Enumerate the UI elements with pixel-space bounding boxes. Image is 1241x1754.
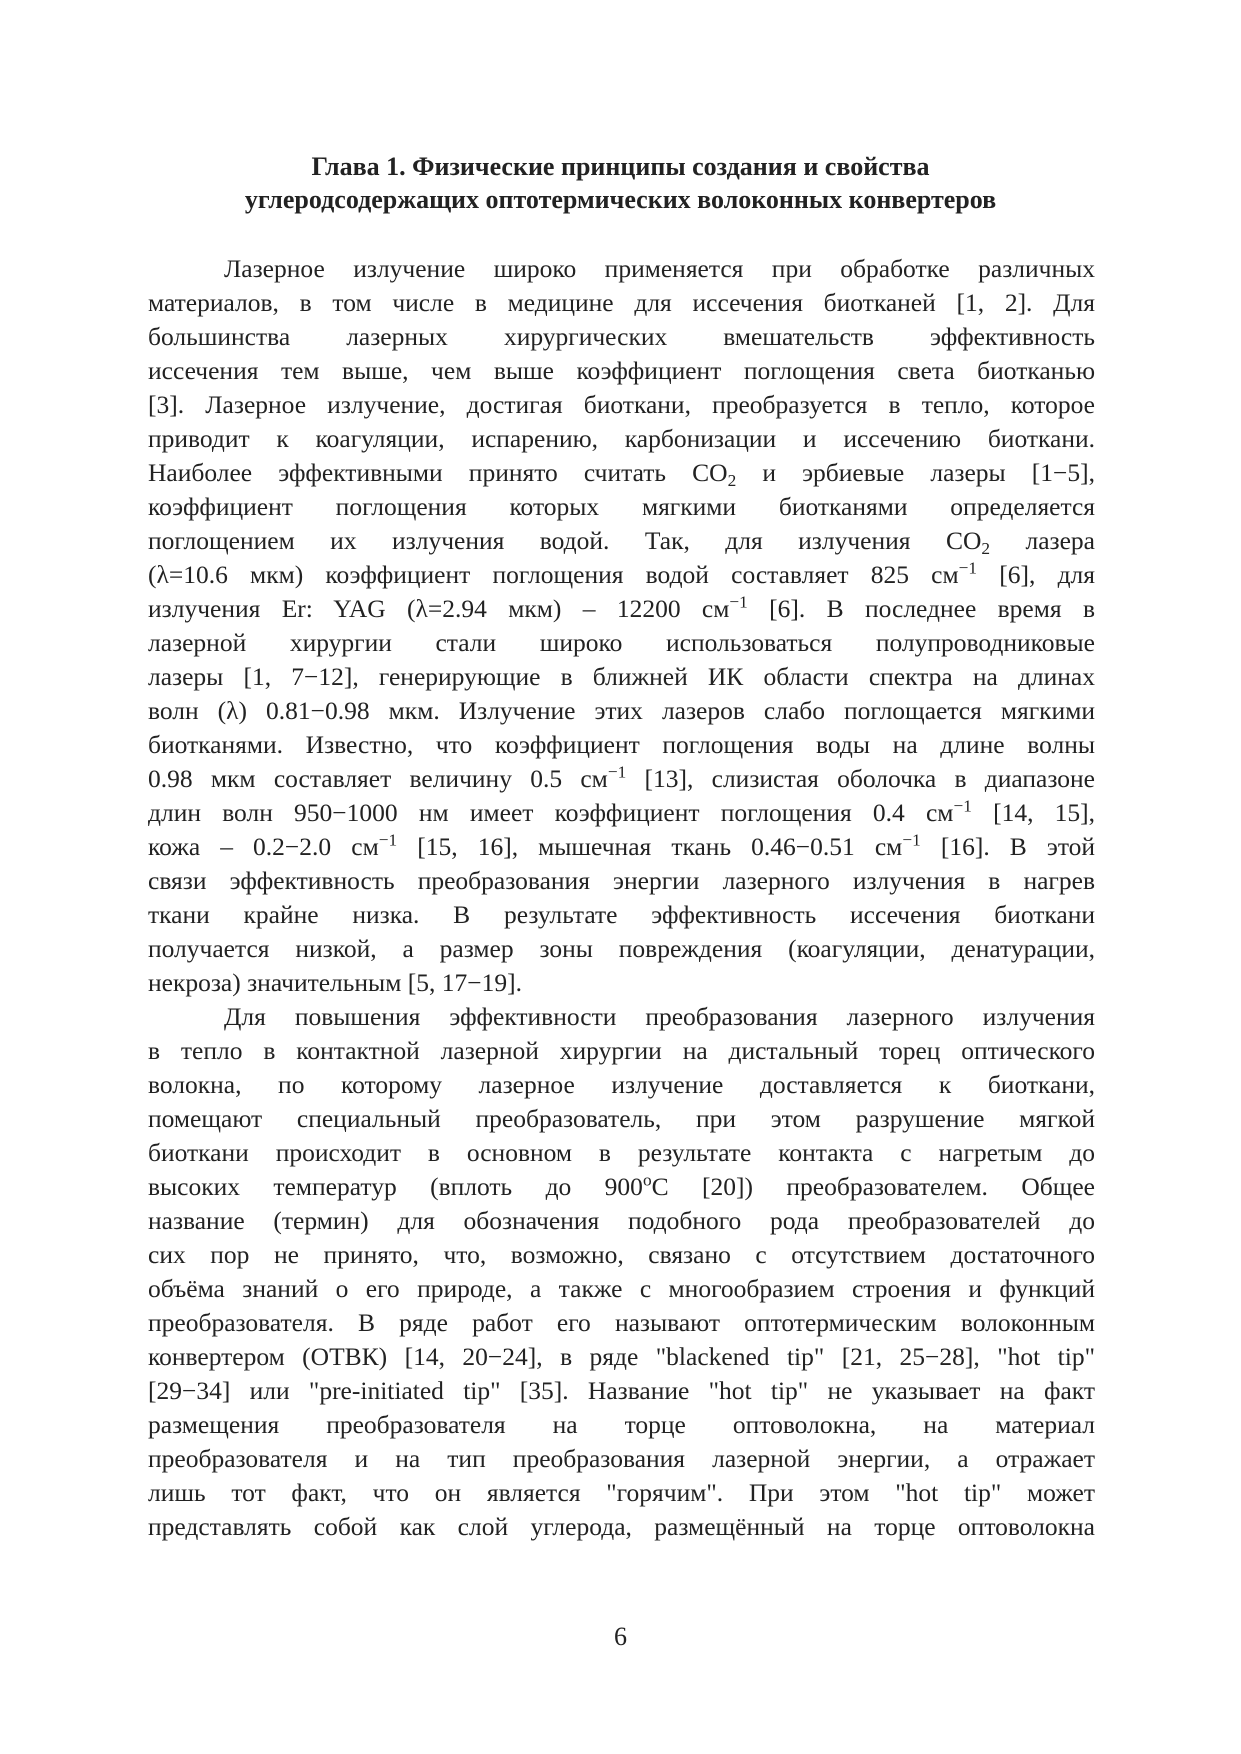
page-number: 6	[614, 1622, 627, 1651]
text-line: лишь тот факт, что он является "горячим". При этом "hot tip" может	[148, 1478, 1095, 1507]
text-line: лазеры [1, 7−12], генерирующие в ближней ИК области спектра на длинах	[148, 662, 1095, 691]
text-line: поглощением их излучения водой. Так, для излучения $CO_2$ лазера	[148, 526, 1095, 559]
text-line: лазерной хирургии стали широко использоваться полупроводниковые	[148, 628, 1095, 657]
text-line: кожа – 0.2−2.0 $см^{-1}$ [15, 16], мышечная ткань 0.46−0.51 $см^{-1}$ [16]. В этой	[148, 830, 1096, 861]
text-line: сих пор не принято, что, возможно, связано с отсутствием достаточного	[148, 1240, 1095, 1269]
text-line: волокна, по которому лазерное излучение доставляется к биоткани,	[148, 1070, 1095, 1099]
superscript: −1	[953, 796, 972, 816]
text-line: объёма знаний о его природе, а также с многообразием строения и функций	[148, 1274, 1095, 1303]
text-line: получается низкой, а размер зоны повреждения (коагуляции, денатурации,	[148, 934, 1095, 963]
subscript: 2	[981, 539, 991, 559]
text-line: представлять собой как слой углерода, размещённый на торце оптоволокна	[148, 1512, 1095, 1541]
text-line: [3]. Лазерное излучение, достигая биоткани, преобразуется в тепло, которое	[148, 390, 1095, 419]
text-line: размещения преобразователя на торце оптоволокна, на материал	[148, 1410, 1095, 1439]
text-line: преобразователя. В ряде работ его называют оптотермическим волоконным	[148, 1308, 1095, 1337]
superscript: −1	[378, 830, 398, 850]
text-line: [29−34] или "pre-initiated tip" [35]. Название "hot tip" не указывает на факт	[148, 1376, 1095, 1405]
superscript: −1	[902, 830, 921, 850]
text-line: большинства лазерных хирургических вмешательств эффективность	[148, 322, 1095, 351]
text-line: (λ=10.6 мкм) коэффициент поглощения водой составляет 825 $см^{-1}$ [6], для	[148, 558, 1095, 589]
text-line: излучения Er: YAG (λ=2.94 мкм) – 12200 $см^{-1}$ [6]. В последнее время в	[148, 592, 1095, 623]
superscript: о	[642, 1170, 652, 1190]
text-line: 0.98 мкм составляет величину 0.5 $см^{-1}$ [13], слизистая оболочка в диапазоне	[148, 762, 1096, 793]
paragraph	[148, 252, 1095, 1000]
chapter-title-line-2: углеродсодержащих оптотермических волоконных конвертеров	[244, 185, 997, 214]
text-line: связи эффективность преобразования энергии лазерного излучения в нагрев	[148, 866, 1095, 895]
text-line: Для повышения эффективности преобразования лазерного излучения	[224, 1002, 1095, 1031]
text-line: название (термин) для обозначения подобного рода преобразователей до	[148, 1206, 1095, 1235]
text-line: волн (λ) 0.81−0.98 мкм. Излучение этих лазеров слабо поглощается мягкими	[148, 696, 1095, 725]
text-line: Наиболее эффективными принято считать $CO_2$ и эрбиевые лазеры [1−5],	[148, 458, 1095, 491]
superscript: −1	[729, 592, 748, 612]
text-line: высоких температур (вплоть до $900^оС$ [20]) преобразователем. Общее	[148, 1170, 1095, 1201]
text-line: конвертером (ОТВК) [14, 20−24], в ряде "blackened tip" [21, 25−28], "hot tip"	[148, 1342, 1095, 1371]
text-line: биоткани происходит в основном в результате контакта с нагретым до	[148, 1138, 1095, 1167]
text-line: некроза) значительным [5, 17−19].	[148, 968, 522, 997]
text-line: приводит к коагуляции, испарению, карбонизации и иссечению биоткани.	[148, 424, 1095, 453]
text-line: Лазерное излучение широко применяется при обработке различных	[224, 254, 1095, 283]
text-line: биотканями. Известно, что коэффициент поглощения воды на длине волны	[148, 730, 1095, 759]
superscript: −1	[607, 762, 627, 782]
text-line: преобразователя и на тип преобразования лазерной энергии, а отражает	[148, 1444, 1095, 1473]
text-line: помещают специальный преобразователь, при этом разрушение мягкой	[148, 1104, 1095, 1133]
chapter-title	[140, 150, 1101, 216]
paragraph	[148, 1000, 1095, 1544]
superscript: −1	[958, 558, 978, 578]
subscript: 2	[727, 471, 737, 491]
text-line: иссечения тем выше, чем выше коэффициент поглощения света биотканью	[148, 356, 1095, 385]
text-line: материалов, в том числе в медицине для иссечения биотканей [1, 2]. Для	[148, 288, 1095, 317]
text-line: в тепло в контактной лазерной хирургии на дистальный торец оптического	[148, 1036, 1095, 1065]
body-text	[148, 252, 1095, 1544]
chapter-title-line-1: Глава 1. Физические принципы создания и свойства	[311, 152, 930, 181]
text-line: ткани крайне низка. В результате эффективность иссечения биоткани	[148, 900, 1095, 929]
text-line: коэффициент поглощения которых мягкими биотканями определяется	[148, 492, 1095, 521]
text-line: длин волн 950−1000 нм имеет коэффициент поглощения 0.4 $см^{-1}$ [14, 15],	[148, 796, 1096, 827]
